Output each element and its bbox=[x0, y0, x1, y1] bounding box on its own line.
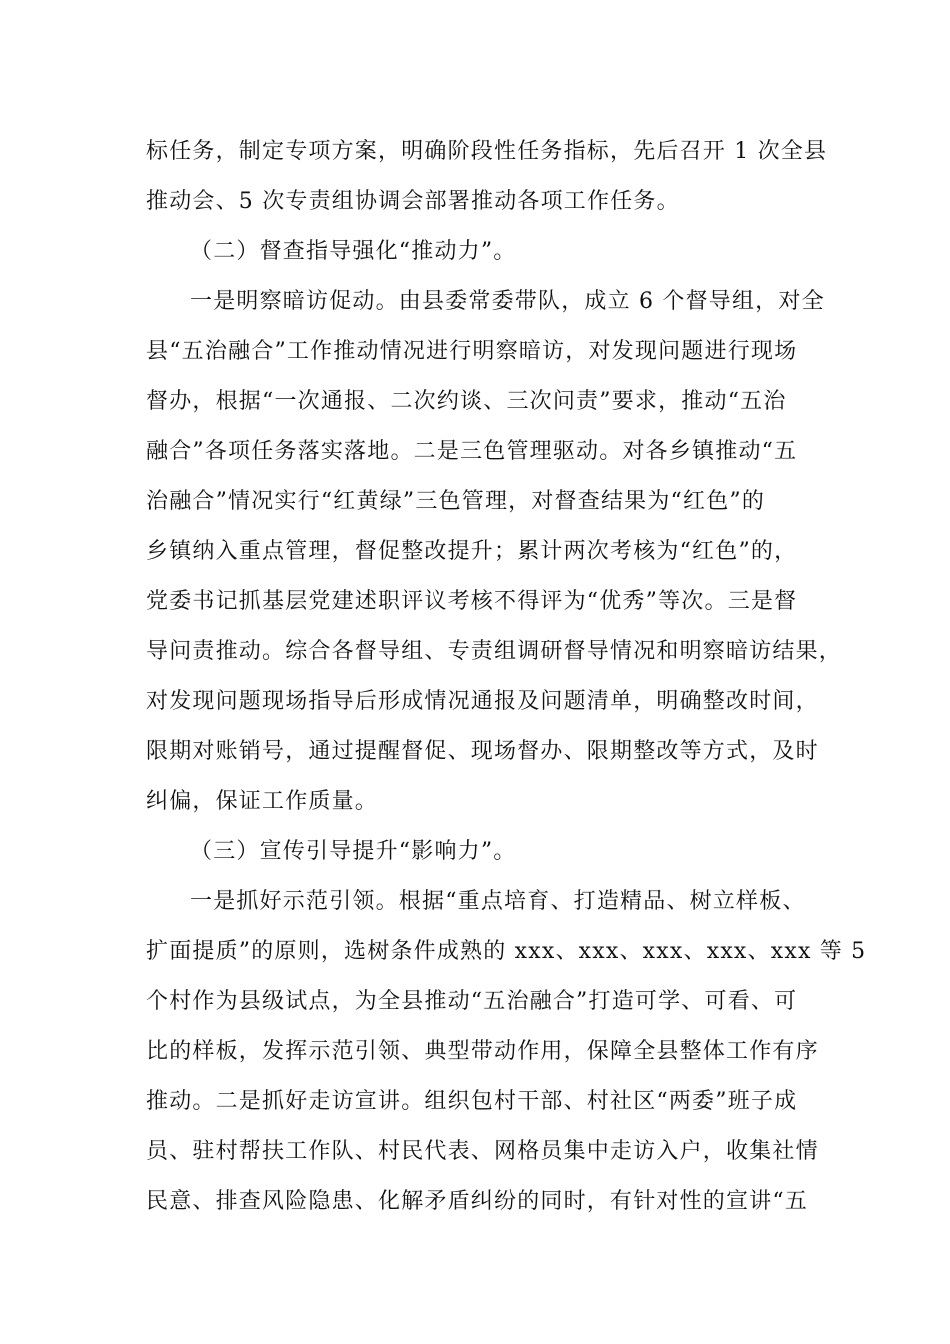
text-line: 纠偏，保证工作质量。 bbox=[146, 789, 379, 814]
text-line: 个村作为县级试点，为全县推动“五治融合”打造可学、可看、可 bbox=[146, 989, 798, 1014]
text-line: 一是抓好示范引领。根据“重点培育、打造精品、树立样板、 bbox=[190, 889, 806, 914]
text-line: 对发现问题现场指导后形成情况通报及问题清单，明确整改时间， bbox=[146, 689, 819, 714]
text-line: 比的样板，发挥示范引领、典型带动作用，保障全县整体工作有序 bbox=[146, 1039, 819, 1064]
text-line: 督办，根据“一次通报、二次约谈、三次问责”要求，推动“五治 bbox=[146, 389, 787, 414]
section-heading-3: （三）宣传引导提升“影响力”。 bbox=[190, 839, 517, 864]
text-line: 员、驻村帮扶工作队、村民代表、网格员集中走访入户，收集社情 bbox=[146, 1139, 819, 1164]
text-line: 推动会、5 次专责组协调会部署推动各项工作任务。 bbox=[146, 189, 680, 214]
text-line: 推动。二是抓好走访宣讲。组织包村干部、村社区“两委”班子成 bbox=[146, 1089, 798, 1114]
text-line: 限期对账销号，通过提醒督促、现场督办、限期整改等方式，及时 bbox=[146, 739, 819, 764]
text-line: 民意、排查风险隐患、化解矛盾纠纷的同时，有针对性的宣讲“五 bbox=[146, 1189, 809, 1214]
text-line: 导问责推动。综合各督导组、专责组调研督导情况和明察暗访结果， bbox=[146, 639, 843, 664]
text-line: 县“五治融合”工作推动情况进行明察暗访，对发现问题进行现场 bbox=[146, 339, 798, 364]
text-line: 治融合”情况实行“红黄绿”三色管理，对督查结果为“红色”的 bbox=[146, 489, 766, 514]
text-line: 标任务，制定专项方案，明确阶段性任务指标，先后召开 1 次全县 bbox=[146, 139, 828, 164]
text-line: 一是明察暗访促动。由县委常委带队，成立 6 个督导组，对全 bbox=[190, 289, 825, 314]
text-line: 乡镇纳入重点管理，督促整改提升；累计两次考核为“红色”的， bbox=[146, 539, 798, 564]
text-line: 扩面提质”的原则，选树条件成熟的 xxx、xxx、xxx、xxx、xxx 等 5 bbox=[146, 939, 867, 964]
text-line: 党委书记抓基层党建述职评议考核不得评为“优秀”等次。三是督 bbox=[146, 589, 798, 614]
text-line: 融合”各项任务落实落地。二是三色管理驱动。对各乡镇推动“五 bbox=[146, 439, 798, 464]
section-heading-2: （二）督查指导强化“推动力”。 bbox=[190, 239, 517, 264]
